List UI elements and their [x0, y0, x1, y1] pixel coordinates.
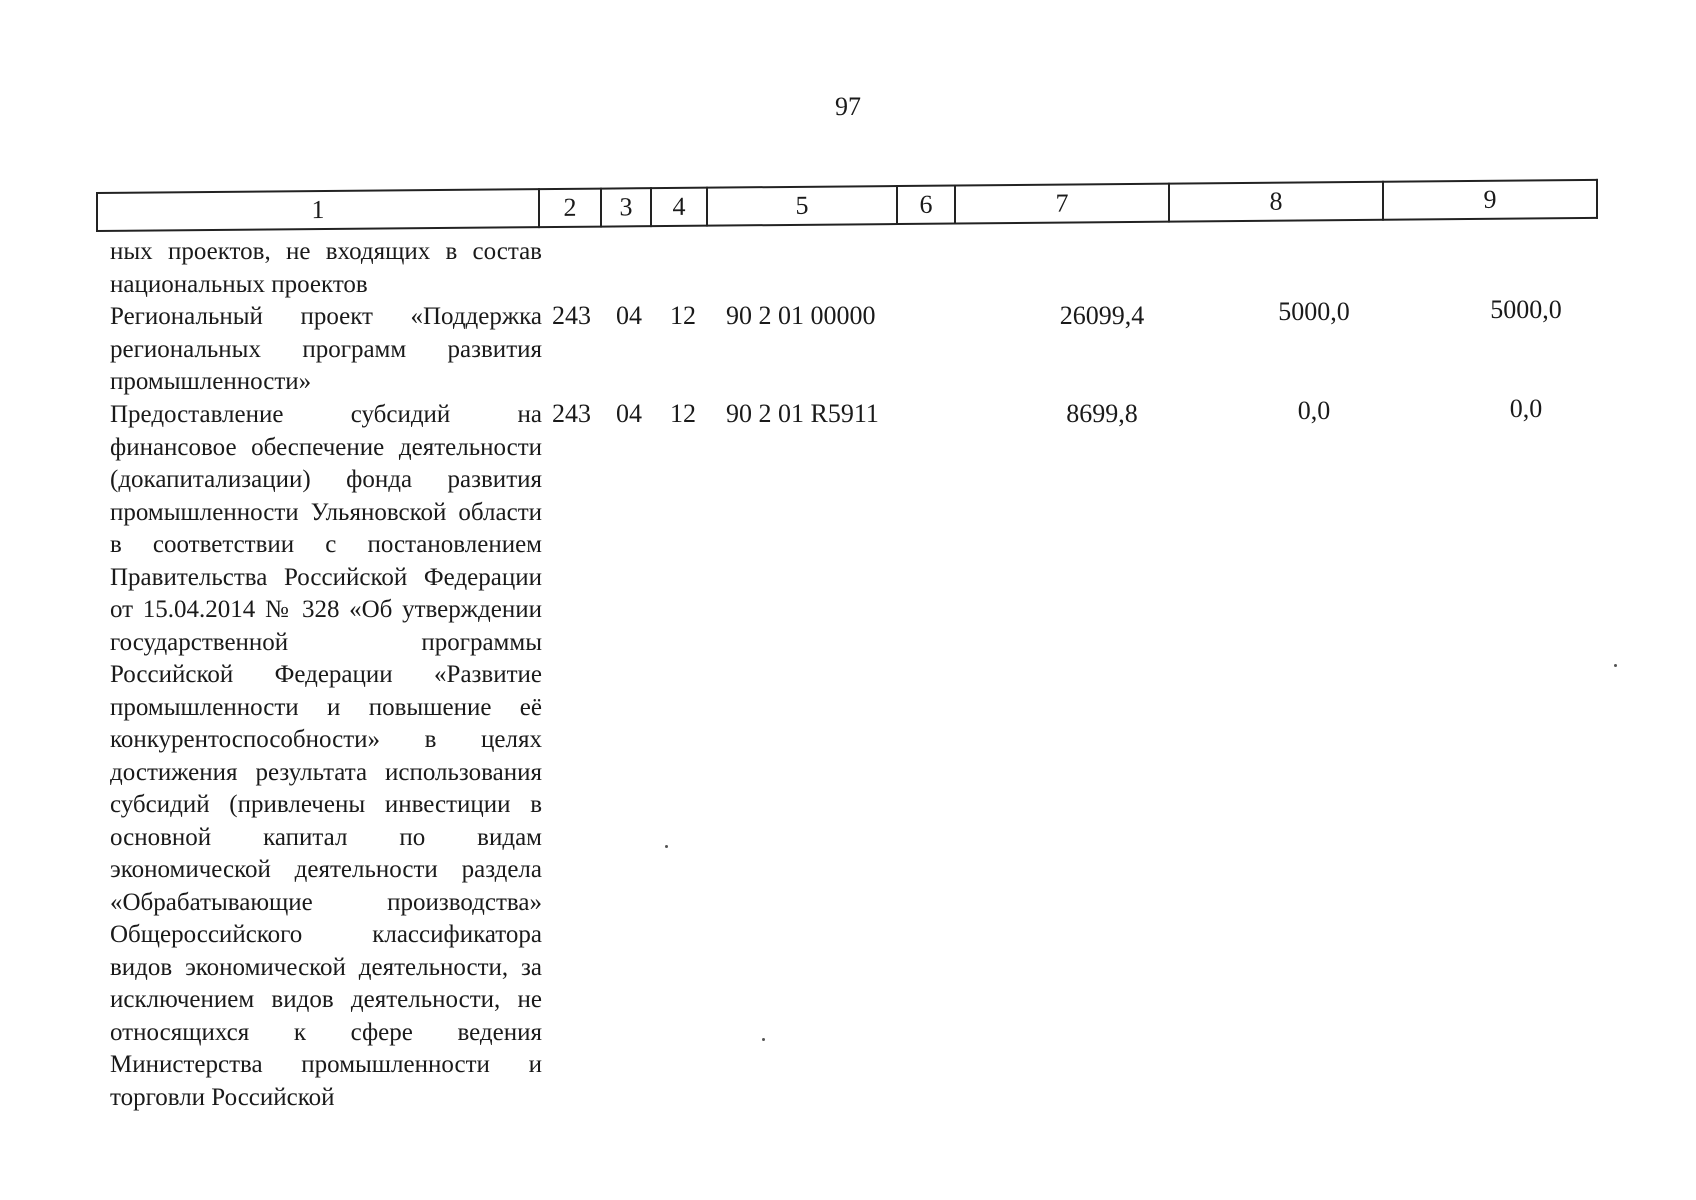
scan-speck [762, 1038, 765, 1041]
cell-code-3: 04 [616, 301, 642, 330]
header-col-8: 8 [1169, 182, 1383, 222]
header-col-9: 9 [1383, 180, 1597, 220]
cell-code-4: 12 [670, 399, 696, 428]
row-description: ных проектов, не входящих в состав национальных проектов [110, 238, 542, 298]
header-col-3: 3 [601, 188, 651, 226]
row-description: Предоставление субсидий на финансовое обеспечение деятельности (докапитализации) фонда развития промышленности Ульяновской области в соответствии с постановлением Правительства Российской Федерации от 15.04.2014 № 328 «Об утверждении государственной программы Российской Федерации «Развитие промышленности и повышение её конкурентоспособности» в целях достижения результата использования субсидий (привлечены инвестиции в основной капитал по видам экономической деятельности раздела «Обрабатывающие производства» Общероссийского классификатора видов экономической деятельности, за исключением видов деятельности, не относящихся к сфере ведения Министерства промышленности и торговли Российской [110, 401, 542, 1111]
cell-amount-8: 5000,0 [1278, 297, 1350, 326]
cell-amount-9: 0,0 [1509, 394, 1543, 423]
header-col-2: 2 [539, 189, 601, 228]
header-col-1: 1 [97, 189, 539, 231]
cell-code-2: 243 [552, 399, 591, 428]
cell-code-4: 12 [670, 301, 696, 330]
cell-amount-7: 8699,8 [1066, 399, 1138, 428]
page-number: 97 [835, 92, 861, 121]
cell-code-5: 90 2 01 00000 [726, 301, 876, 330]
scan-speck [665, 845, 668, 848]
cell-code-2: 243 [552, 301, 591, 330]
header-col-7: 7 [955, 184, 1169, 224]
cell-code-5: 90 2 01 R5911 [726, 399, 879, 428]
cell-amount-7: 26099,4 [1059, 301, 1145, 330]
header-row [97, 180, 1597, 231]
scan-speck [1614, 664, 1617, 667]
row-description: Региональный проект «Поддержка региональных программ развития промышленности» [110, 303, 542, 395]
cell-amount-9: 5000,0 [1490, 295, 1562, 324]
header-col-5: 5 [707, 186, 897, 226]
header-col-6: 6 [897, 186, 955, 225]
cell-amount-8: 0,0 [1297, 396, 1331, 425]
cell-code-3: 04 [616, 399, 642, 428]
header-col-4: 4 [651, 188, 707, 226]
table-header [96, 179, 1598, 232]
